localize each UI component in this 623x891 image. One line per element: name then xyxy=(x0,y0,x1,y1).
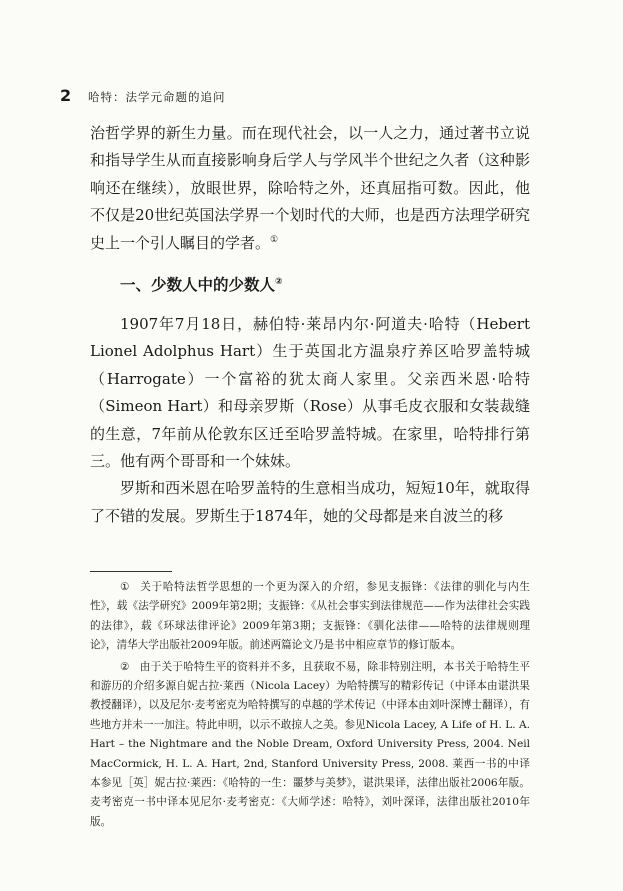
paragraph xyxy=(90,120,530,257)
running-title: 哈特：法学元命题的追问 xyxy=(88,90,226,104)
footnote-text: 关于哈特法哲学思想的一个更为深入的介绍，参见支振锋：《法律的驯化与内生性》，载《法学研究》2009年第2期；支振锋：《从社会事实到法律规范——作为法律社会实践的法律》，载《环球法律评论》2009年第3期；支振锋：《驯化法律——哈特的法律规则理论》，清华大学出版社2009年版。前述两篇论文乃是书中相应章节的修订版本。 xyxy=(90,581,530,652)
paragraph-text: 治哲学界的新生力量。而在现代社会，以一人之力，通过著书立说和指导学生从而直接影响身后学人与学风半个世纪之久者（这种影响还在继续），放眼世界，除哈特之外，还真屈指可数。因此，他不仅是20世纪英国法学界一个划时代的大师，也是西方法理学研究史上一个引人瞩目的学者。 xyxy=(90,124,530,252)
footnotes xyxy=(90,578,530,834)
footnote-mark: ① xyxy=(120,581,131,593)
footnote-ref[interactable]: ① xyxy=(270,234,279,245)
section-heading xyxy=(120,274,530,296)
page-number: 2 xyxy=(60,86,72,105)
footnote-mark: ② xyxy=(120,660,130,673)
section-title: 一、少数人中的少数人 xyxy=(120,276,276,295)
footnote xyxy=(90,658,530,833)
footnote xyxy=(90,578,530,656)
footnote-divider xyxy=(90,571,172,572)
main-text xyxy=(90,120,530,530)
paragraph: 罗斯和西米恩在哈罗盖特的生意相当成功，短短10年，就取得了不错的发展。罗斯生于1874年，她的父母都是来自波兰的移 xyxy=(90,479,530,525)
footnote-text: 由于关于哈特生平的资料并不多，且获取不易，除非特别注明，本书关于哈特生平和游历的介绍多源自妮古拉·莱西（Nicola Lacey）为哈特撰写的精彩传记（中译本由谌洪果教授翻译），以及尼尔·麦考密克为哈特撰写的卓越的学术传记（中译本由刘叶深博士翻译），有些地方并未一一加注。特此申明，以示不敢掠人之美。参见Nicola Lacey, A Life of H. L. A. Hart – the Nightmare and the Noble Dream, Oxford University Press, 2004. Neil MacCormick, H. L. A. Hart, 2nd, Stanford University Press, 2008. 莱西一书的中译本参见［英］妮古拉·莱西：《哈特的一生：噩梦与美梦》，谌洪果译，法律出版社2006年版。麦考密克一书中译本见尼尔·麦考密克：《大师学述：哈特》，刘叶深译，法律出版社2010年版。 xyxy=(90,660,531,828)
running-header xyxy=(60,86,226,104)
paragraph: 1907年7月18日，赫伯特·莱昂内尔·阿道夫·哈特（Hebert Lionel Adolphus Hart）生于英国北方温泉疗养区哈罗盖特城（Harrogate）一个富裕的犹太商人家里。父亲西米恩·哈特（Simeon Hart）和母亲罗斯（Rose）从事毛皮衣服和女装裁缝的生意，7年前从伦敦东区迁至哈罗盖特城。在家里，哈特排行第三。他有两个哥哥和一个妹妹。 xyxy=(90,315,530,471)
footnote-ref[interactable]: ② xyxy=(275,276,283,287)
